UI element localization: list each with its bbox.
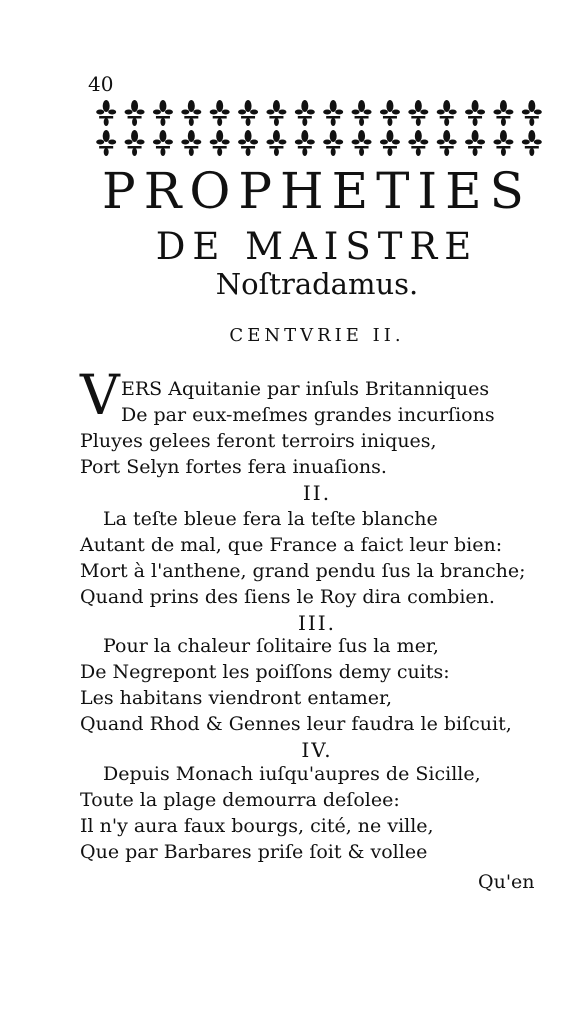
quatrain-number: III.: [297, 611, 337, 635]
verse-line: Mort à l'anthene, grand pendu ſus la branche;: [80, 560, 526, 582]
verse-line: Quand prins des ſiens le Roy dira combien.: [80, 586, 495, 608]
fleur-de-lis-icon: [437, 130, 457, 156]
fleur-de-lis-icon: [493, 130, 513, 156]
fleur-de-lis-icon: [323, 130, 343, 156]
fleur-de-lis-icon: [465, 130, 485, 156]
fleur-de-lis-icon: [125, 130, 145, 156]
verse-line: La teſte bleue fera la teſte blanche: [103, 508, 438, 530]
verse-line: Pluyes gelees feront terroirs iniques,: [80, 430, 437, 452]
fleur-de-lis-icon: [266, 130, 286, 156]
fleur-de-lis-ornament-band: [92, 98, 546, 160]
fleur-de-lis-icon: [522, 130, 542, 156]
verse-line: Autant de mal, que France a faict leur bien:: [80, 534, 503, 556]
fleur-de-lis-icon: [238, 130, 258, 156]
fleur-de-lis-icon: [153, 100, 173, 126]
fleur-de-lis-icon: [323, 100, 343, 126]
page-number: 40: [88, 72, 114, 96]
verse-line: Pour la chaleur ſolitaire ſus la mer,: [103, 635, 439, 657]
verse-line: Que par Barbares priſe ſoit & vollee: [80, 841, 428, 863]
centurie-heading: CENTVRIE II.: [229, 325, 405, 346]
fleur-de-lis-icon: [437, 100, 457, 126]
verse-line: De par eux-meſmes grandes incurſions: [121, 404, 495, 426]
fleur-de-lis-icon: [181, 130, 201, 156]
fleur-de-lis-icon: [352, 130, 372, 156]
fleur-de-lis-icon: [380, 130, 400, 156]
verse-line: Quand Rhod & Gennes leur faudra le biſcuit,: [80, 713, 512, 735]
fleur-de-lis-icon: [295, 100, 315, 126]
verse-line: Les habitans viendront entamer,: [80, 687, 393, 709]
page-title-nostradamus: Noſtradamus.: [215, 267, 419, 301]
fleur-de-lis-icon: [238, 100, 258, 126]
drop-cap: V: [80, 363, 120, 427]
fleur-de-lis-icon: [153, 130, 173, 156]
verse-line: Port Selyn fortes fera inuaſions.: [80, 456, 387, 478]
fleur-de-lis-icon: [380, 100, 400, 126]
fleur-de-lis-icon: [266, 100, 286, 126]
verse-line: Il n'y aura faux bourgs, cité, ne ville,: [80, 815, 434, 837]
verse-line: Toute la plage demourra deſolee:: [80, 789, 400, 811]
fleur-de-lis-icon: [465, 100, 485, 126]
verse-line: De Negrepont les poiſſons demy cuits:: [80, 661, 450, 683]
fleur-de-lis-icon: [181, 100, 201, 126]
fleur-de-lis-icon: [210, 130, 230, 156]
fleur-de-lis-icon: [493, 100, 513, 126]
fleur-de-lis-icon: [96, 130, 116, 156]
fleur-de-lis-icon: [295, 130, 315, 156]
quatrain-number: IV.: [301, 738, 333, 762]
verse-line: Depuis Monach iuſqu'aupres de Sicille,: [103, 763, 481, 785]
fleur-de-lis-icon: [408, 130, 428, 156]
catchword: Qu'en: [478, 871, 535, 893]
verse-line: ERS Aquitanie par inſuls Britanniques: [121, 378, 490, 400]
page-title-de-maistre: DE MAISTRE: [155, 225, 479, 268]
quatrain-number: II.: [302, 481, 332, 505]
fleur-de-lis-icon: [210, 100, 230, 126]
fleur-de-lis-icon: [96, 100, 116, 126]
fleur-de-lis-icon: [125, 100, 145, 126]
fleur-de-lis-icon: [408, 100, 428, 126]
page-title-prophecies: PROPHETIES: [102, 162, 532, 220]
fleur-de-lis-icon: [522, 100, 542, 126]
fleur-de-lis-icon: [352, 100, 372, 126]
